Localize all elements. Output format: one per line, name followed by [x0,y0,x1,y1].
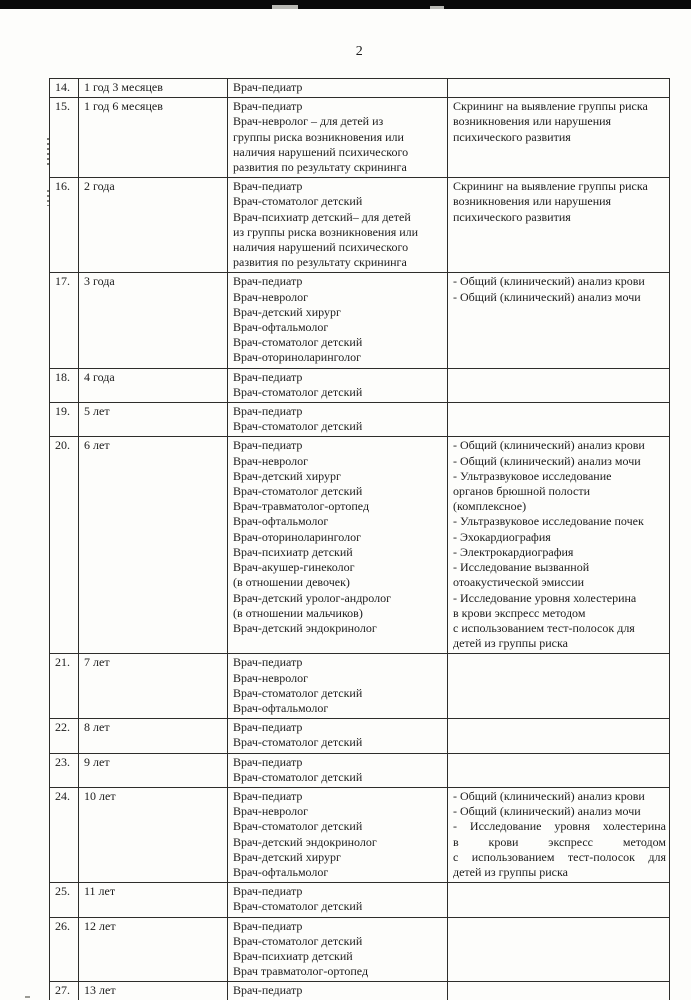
doctor-line: (в отношении мальчиков) [233,605,363,620]
doctors-cell [228,98,448,178]
doctors-cell [228,403,448,437]
doctors-cell [228,273,448,368]
doctor-line: Врач-педиатр [233,983,303,998]
doctor-line: Врач-стоматолог детский [233,933,363,948]
doctor-line: Врач-стоматолог детский [233,735,363,750]
doctor-line: Врач-невролог [233,289,309,304]
table-row [50,654,670,719]
doctor-line: Врач-педиатр [233,754,303,769]
age-cell: 9 лет [79,753,228,787]
row-number-cell: 22. [50,719,79,753]
doctor-line: Врач-педиатр [233,80,303,94]
exam-line: органов брюшной полости [453,484,591,499]
doctors-cell [228,178,448,273]
scan-artifact-top-bar [0,0,691,9]
doctors-cell [228,719,448,753]
scan-artifact-dotted-line [47,190,49,206]
doctor-line: группы риска возникновения или [233,129,404,144]
exam-line: Скрининг на выявление группы риска [453,179,648,194]
doctor-line: Врач-детский эндокринолог [233,620,377,635]
doctor-line: (в отношении девочек) [233,575,350,590]
doctor-line: Врач-педиатр [233,655,303,670]
age-cell: 2 года [79,178,228,273]
exam-line: - Эхокардиография [453,529,551,544]
age-cell: 1 год 6 месяцев [79,98,228,178]
row-number-cell: 19. [50,403,79,437]
table-row [50,273,670,368]
examinations-cell [448,437,670,654]
row-number-cell: 14. [50,79,79,98]
age-cell: 8 лет [79,719,228,753]
exam-line: детей из группы риска [453,864,568,879]
doctor-line: Врач-стоматолог детский [233,685,363,700]
table-row [50,787,670,882]
exam-line: психического развития [453,129,571,144]
examinations-cell [448,883,670,917]
doctor-line: Врач-педиатр [233,884,303,899]
age-cell: 1 год 3 месяцев [79,79,228,98]
doctor-line: Врач-офтальмолог [233,700,329,715]
exam-line: - Ультразвуковое исследование почек [453,514,644,529]
row-number-cell: 24. [50,787,79,882]
row-number-cell: 15. [50,98,79,178]
age-cell: 5 лет [79,403,228,437]
doctor-line: Врач-педиатр [233,918,303,933]
doctors-cell [228,654,448,719]
doctor-line: Врач-невролог [233,670,309,685]
table-row [50,982,670,1000]
examinations-cell [448,787,670,882]
page-number: 2 [355,44,364,59]
table-row [50,437,670,654]
exam-line: отоакустической эмиссии [453,575,585,590]
age-cell: 11 лет [79,883,228,917]
exam-line: детей из группы риска [453,636,568,651]
doctor-line: наличия нарушений психического [233,144,409,159]
doctor-line: Врач-психиатр детский [233,544,353,559]
table-row [50,368,670,402]
table-row [50,917,670,982]
doctor-line: Врач-педиатр [233,438,303,453]
scan-artifact-dotted-line [47,138,49,168]
exam-line: в крови экспресс методом [453,605,586,620]
doctor-line: Врач-детский уролог-андролог [233,590,392,605]
table-row [50,753,670,787]
age-cell: 12 лет [79,917,228,982]
exam-line: - Ультразвуковое исследование [453,468,612,483]
scan-artifact-notch [272,5,298,9]
exam-line: - Общий (клинический) анализ крови [453,438,645,453]
examinations-cell [448,273,670,368]
table-row [50,403,670,437]
exam-line: возникновения или нарушения [453,194,612,209]
table-row [50,98,670,178]
exam-line: с использованием тест-полосок для [453,849,666,864]
exam-line: Скрининг на выявление группы риска [453,99,648,114]
exam-line: возникновения или нарушения [453,114,612,129]
doctor-line: Врач-стоматолог детский [233,419,363,434]
doctors-cell [228,753,448,787]
exam-line: - Исследование уровня холестерина [453,819,666,834]
doctor-line: Врач-травматолог-ортопед [233,499,370,514]
examinations-cell [448,178,670,273]
exam-line: - Общий (клинический) анализ мочи [453,453,641,468]
row-number-cell: 21. [50,654,79,719]
examinations-cell [448,719,670,753]
row-number-cell: 16. [50,178,79,273]
doctor-line: Врач-психиатр детский– для детей [233,209,411,224]
doctor-line: Врач-психиатр детский [233,948,353,963]
age-cell: 7 лет [79,654,228,719]
doctor-line: Врач-офтальмолог [233,320,329,335]
doctor-line: Врач-педиатр [233,179,303,194]
row-number-cell: 23. [50,753,79,787]
doctor-line: Врач-детский хирург [233,468,341,483]
doctor-line: Врач-педиатр [233,788,303,803]
exam-line: - Исследование уровня холестерина [453,590,637,605]
doctor-line: из группы риска возникновения или [233,224,419,239]
table-row [50,178,670,273]
doctor-line: Врач-стоматолог детский [233,335,363,350]
exam-line: с использованием тест-полосок для [453,620,635,635]
doctors-cell [228,79,448,98]
exam-line: (комплексное) [453,499,527,514]
doctor-line: Врач-оториноларинголог [233,529,362,544]
doctor-line: наличия нарушений психического [233,240,409,255]
scan-artifact-speck [25,996,30,998]
doctor-line: Врач-детский хирург [233,849,341,864]
medical-checkup-schedule-table [49,78,670,1000]
doctor-line: Врач-детский эндокринолог [233,834,377,849]
doctors-cell [228,982,448,1000]
table-row [50,883,670,917]
row-number-cell: 26. [50,917,79,982]
doctor-line: Врач-оториноларинголог [233,350,362,365]
exam-line: психического развития [453,209,571,224]
doctors-cell [228,368,448,402]
doctor-line: Врач-педиатр [233,720,303,735]
doctor-line: развития по результату скрининга [233,160,407,175]
exam-line: - Общий (клинический) анализ мочи [453,804,641,819]
examinations-cell [448,403,670,437]
age-cell: 13 лет [79,982,228,1000]
doctor-line: Врач-невролог [233,453,309,468]
examinations-cell [448,917,670,982]
doctor-line: Врач-невролог [233,804,309,819]
table-row [50,79,670,98]
doctor-line: Врач-стоматолог детский [233,819,363,834]
row-number-cell: 18. [50,368,79,402]
age-cell: 6 лет [79,437,228,654]
doctor-line: Врач-детский хирург [233,304,341,319]
doctor-line: Врач-педиатр [233,404,303,419]
examinations-cell [448,79,670,98]
row-number-cell: 25. [50,883,79,917]
doctor-line: Врач-невролог – для детей из [233,114,384,129]
doctor-line: развития по результату скрининга [233,255,407,270]
exam-line: - Исследование вызванной [453,560,590,575]
doctor-line: Врач-акушер-гинеколог [233,560,355,575]
examinations-cell [448,98,670,178]
row-number-cell: 17. [50,273,79,368]
doctor-line: Врач травматолог-ортопед [233,964,369,979]
row-number-cell: 20. [50,437,79,654]
doctor-line: Врач-стоматолог детский [233,899,363,914]
examinations-cell [448,368,670,402]
table-row [50,719,670,753]
exam-line: - Общий (клинический) анализ крови [453,274,645,289]
age-cell: 10 лет [79,787,228,882]
doctor-line: Врач-офтальмолог [233,864,329,879]
doctor-line: Врач-педиатр [233,369,303,384]
exam-line: - Общий (клинический) анализ мочи [453,289,641,304]
doctors-cell [228,437,448,654]
doctors-cell [228,917,448,982]
doctor-line: Врач-педиатр [233,99,303,114]
doctors-cell [228,883,448,917]
doctor-line: Врач-офтальмолог [233,514,329,529]
doctor-line: Врач-педиатр [233,274,303,289]
examinations-cell [448,753,670,787]
examinations-cell [448,982,670,1000]
doctor-line: Врач-стоматолог детский [233,194,363,209]
age-cell: 3 года [79,273,228,368]
doctor-line: Врач-стоматолог детский [233,769,363,784]
scan-artifact-notch [430,6,444,9]
table-body [50,79,670,1000]
exam-line: - Электрокардиография [453,544,574,559]
doctor-line: Врач-стоматолог детский [233,484,363,499]
age-cell: 4 года [79,368,228,402]
examinations-cell [448,654,670,719]
doctor-line: Врач-стоматолог детский [233,384,363,399]
exam-line: в крови экспресс методом [453,834,666,849]
row-number-cell: 27. [50,982,79,1000]
doctors-cell [228,787,448,882]
exam-line: - Общий (клинический) анализ крови [453,788,645,803]
